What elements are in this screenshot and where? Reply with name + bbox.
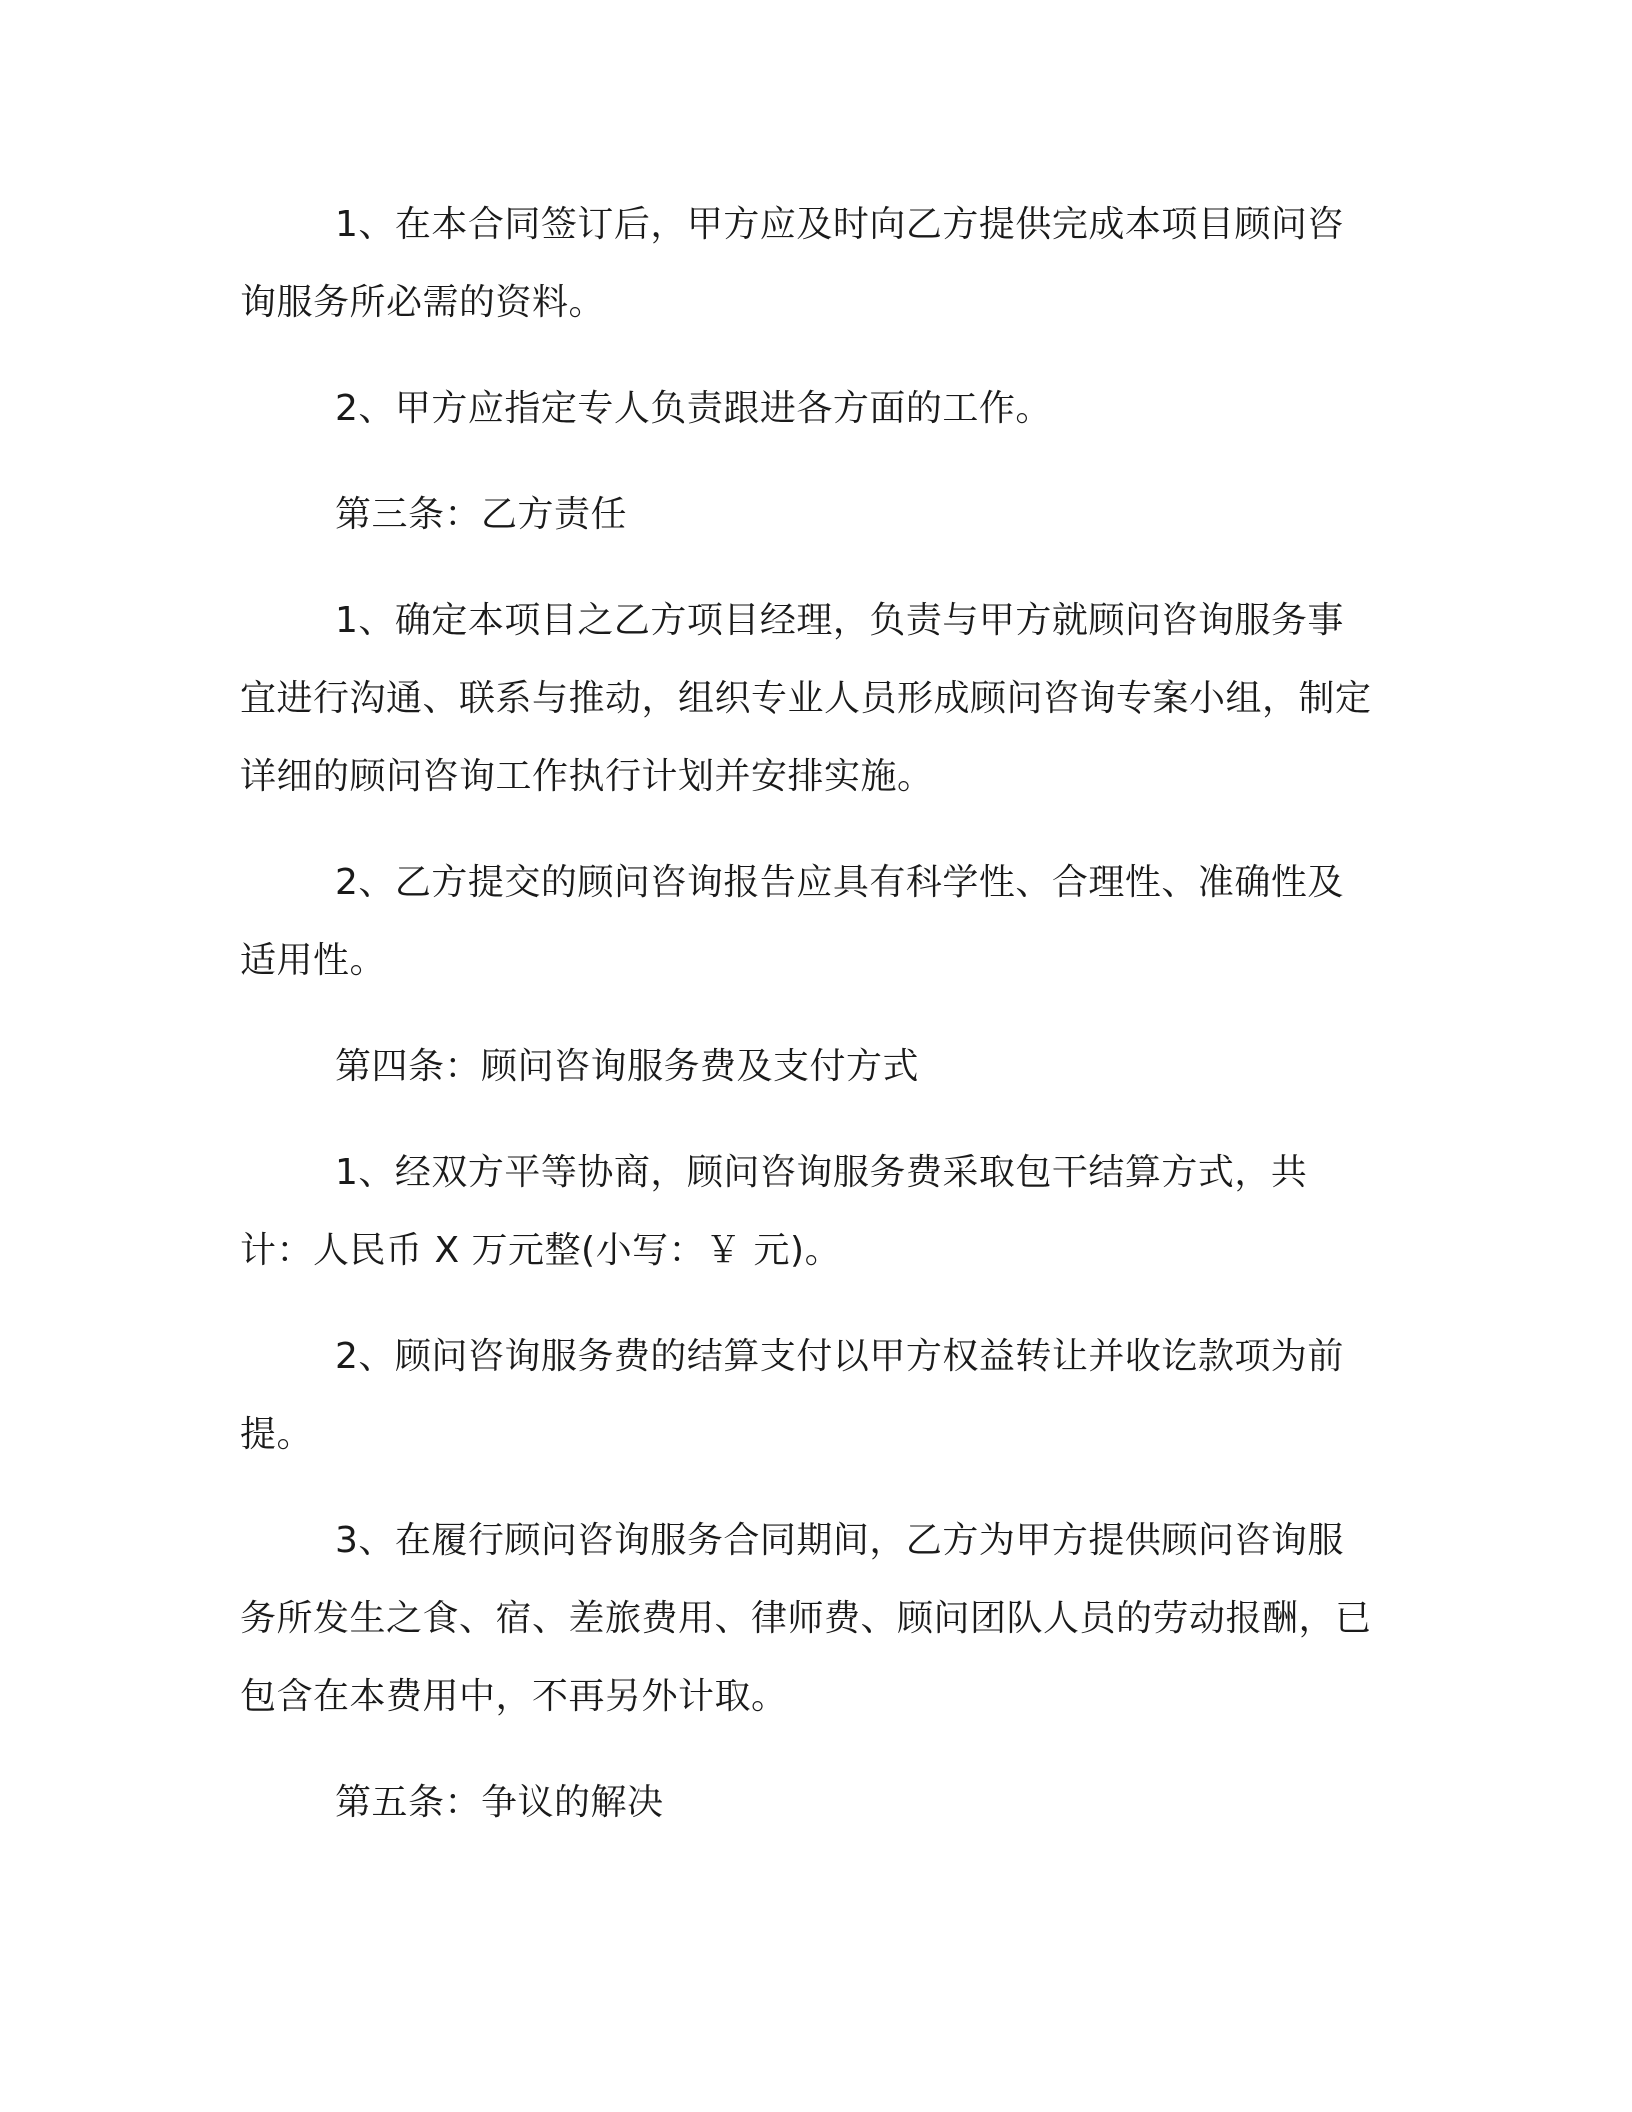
document-body	[240, 186, 1380, 1870]
paragraph-party-a-provide-materials: 1、在本合同签订后，甲方应及时向乙方提供完成本项目顾问咨询服务所必需的资料。	[240, 204, 1344, 323]
section-heading-article-3: 第三条：乙方责任	[335, 494, 628, 535]
paragraph-party-b-report-quality: 2、乙方提交的顾问咨询报告应具有科学性、合理性、准确性及适用性。	[240, 862, 1344, 981]
section-heading-article-5: 第五条：争议的解决	[335, 1782, 664, 1823]
section-heading-article-4: 第四条：顾问咨询服务费及支付方式	[335, 1046, 920, 1087]
paragraph-fee-precondition: 2、顾问咨询服务费的结算支付以甲方权益转让并收讫款项为前提。	[240, 1336, 1344, 1455]
paragraph-fee-inclusions: 3、在履行顾问咨询服务合同期间，乙方为甲方提供顾问咨询服务所发生之食、宿、差旅费用、律师费、顾问团队人员的劳动报酬，已包含在本费用中，不再另外计取。	[240, 1520, 1372, 1717]
paragraph-fee-amount: 1、经双方平等协商，顾问咨询服务费采取包干结算方式，共计：人民币 X 万元整(小写：￥ 元)。	[240, 1152, 1308, 1271]
paragraph-party-b-project-manager: 1、确定本项目之乙方项目经理，负责与甲方就顾问咨询服务事宜进行沟通、联系与推动，组织专业人员形成顾问咨询专案小组，制定详细的顾问咨询工作执行计划并安排实施。	[240, 600, 1372, 797]
paragraph-party-a-designate-person: 2、甲方应指定专人负责跟进各方面的工作。	[335, 388, 1052, 429]
